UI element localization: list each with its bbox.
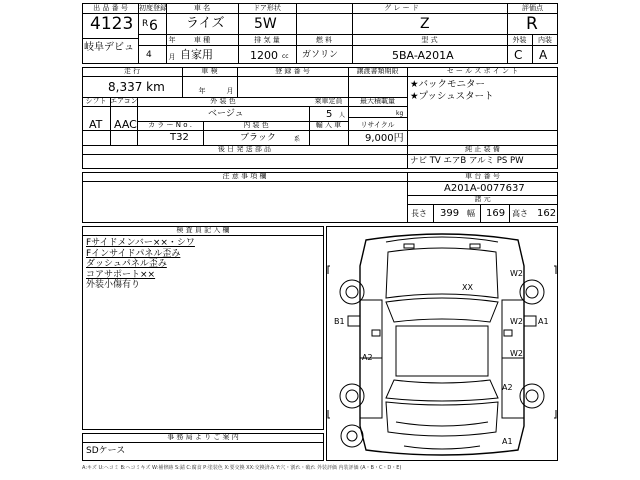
damage-mark-right-front: W2 <box>510 269 523 278</box>
era-letter: R <box>142 19 149 29</box>
interior-grade: A <box>539 48 548 62</box>
equipment-label: 純 正 装 備 <box>465 145 500 153</box>
seller-name: 岐阜デビュ <box>84 42 134 53</box>
inspection-month: 月 <box>226 87 234 95</box>
width-label: 幅 <box>467 209 475 218</box>
damage-mark-right-front-door: W2 <box>510 317 523 326</box>
capacity-value: 5 <box>326 109 333 120</box>
chassis-label: 車 台 番 号 <box>465 172 500 180</box>
grade-label: グ レ ー ド <box>384 4 419 12</box>
load-unit: kg <box>396 110 404 117</box>
damage-mark-hood: XX <box>462 283 473 292</box>
era-year: 6 <box>149 18 158 34</box>
cc-unit: cc <box>282 53 289 60</box>
inspector-note: Fサイドメンバー××・シワ <box>86 238 195 248</box>
ext-color-label: 外 装 色 <box>210 97 236 105</box>
capacity-unit: 人 <box>339 112 346 119</box>
inspector-note: Fインサイドパネル歪み <box>86 248 181 259</box>
lot-label: 出 品 番 号 <box>93 4 128 12</box>
aircon-value: AAC <box>114 118 137 131</box>
lot-number: 4123 <box>90 14 134 34</box>
inspector-title: 検 査 員 記 入 欄 <box>176 226 230 234</box>
damage-mark-right-rear: A2 <box>502 383 513 392</box>
aircon-label: エアコン <box>110 97 138 105</box>
interior-label: 内装 <box>538 36 552 44</box>
door-value: 5W <box>254 16 277 32</box>
height-value: 162 <box>537 208 557 219</box>
office-note: SDケース <box>86 446 126 456</box>
int-color-suffix: 系 <box>294 136 301 143</box>
int-color-label: 内 装 色 <box>243 121 269 129</box>
door-label: ドア形状 <box>253 4 281 12</box>
notice-title: 注 意 事 項 欄 <box>222 172 267 180</box>
damage-mark-rear-bumper: A1 <box>502 437 513 446</box>
inspector-note: ダッシュパネル歪み <box>86 259 167 269</box>
color-no-label: カ ラ ー N o . <box>148 121 192 129</box>
length-value: 399 <box>440 208 460 219</box>
transmission-label: シフト <box>85 97 107 105</box>
damage-mark-right-front-edge: A1 <box>538 317 549 326</box>
car-name-label: 車 名 <box>193 4 211 12</box>
usage-value: 自家用 <box>180 48 213 61</box>
transmission-value: AT <box>89 118 103 131</box>
damage-legend: A:キズ U:ヘコミ B:ヘコミキズ W:補修跡 S:錆 C:腐食 P:塗装色 X:要交換 XX:交換済み Y:穴・割れ・破れ 外装評価 内装評価 (A・B・C・D・E) <box>82 465 402 471</box>
car-damage-diagram <box>326 226 558 461</box>
recycle-fee-label: リサイクル <box>360 121 395 129</box>
int-color-value: ブラック <box>240 133 276 143</box>
office-title: 事 務 局 よ り ご 案 内 <box>167 433 239 441</box>
inspector-notes <box>86 238 195 291</box>
sales-point-2: ★プッシュスタート <box>410 91 494 102</box>
damage-mark-right-rear-door: W2 <box>510 349 523 358</box>
height-label: 高さ <box>512 209 528 218</box>
exterior-grade: C <box>514 48 523 62</box>
chassis-number: A201A-0077637 <box>444 183 525 194</box>
width-value: 169 <box>486 208 506 219</box>
color-no-value: T32 <box>170 132 189 143</box>
model-label: 型 式 <box>421 36 438 44</box>
later-parts-label: 後 日 発 送 部 品 <box>217 145 272 153</box>
dims-label: 諸 元 <box>474 195 491 203</box>
mileage-value: 8,337 km <box>108 80 165 94</box>
damage-mark-left-rear-door: A2 <box>362 353 373 362</box>
length-label: 長さ <box>411 209 427 218</box>
inspection-year: 年 <box>198 87 206 95</box>
year-unit: 年 <box>168 36 176 44</box>
grade-value: Z <box>420 16 430 32</box>
mileage-label: 走 行 <box>123 67 141 75</box>
recycle-fee-value: 9,000円 <box>365 133 404 144</box>
month-unit: 月 <box>168 53 176 61</box>
inspection-label: 車 検 <box>201 67 218 75</box>
displacement-value: 1200 <box>250 49 278 62</box>
capacity-label: 乗車定員 <box>314 97 343 105</box>
first-reg-label: 初度登録 <box>139 4 167 12</box>
registration-label: 登 録 番 号 <box>275 67 310 75</box>
car-name: ライズ <box>186 16 225 31</box>
fuel-value: ガソリン <box>302 50 339 60</box>
score-label: 評価点 <box>522 4 543 12</box>
model-value: 5BA-A201A <box>392 49 454 62</box>
damage-mark-left-front-door: B1 <box>334 317 345 326</box>
score-value: R <box>526 14 538 34</box>
sales-point-1: ★バックモニター <box>410 79 486 90</box>
document-deadline-label: 譲渡書類期限 <box>356 67 399 75</box>
vehicle-type-label: 車 種 <box>193 36 211 44</box>
import-label: 輸 入 車 <box>315 121 342 129</box>
inspector-note: コアサポート×× <box>86 269 156 280</box>
inspector-note: 外装小傷有り <box>86 280 141 290</box>
month-value: 4 <box>146 50 152 60</box>
exterior-label: 外装 <box>512 36 527 44</box>
displacement-label: 排 気 量 <box>254 36 280 44</box>
sales-points-label: セ ー ル ス ポ イ ン ト <box>446 67 519 75</box>
fuel-label: 燃 料 <box>315 36 333 44</box>
equipment-value: ナビ TV エアB アルミ PS PW <box>410 156 524 166</box>
load-label: 最大積載量 <box>360 97 395 105</box>
ext-color-value: ベージュ <box>208 109 244 119</box>
